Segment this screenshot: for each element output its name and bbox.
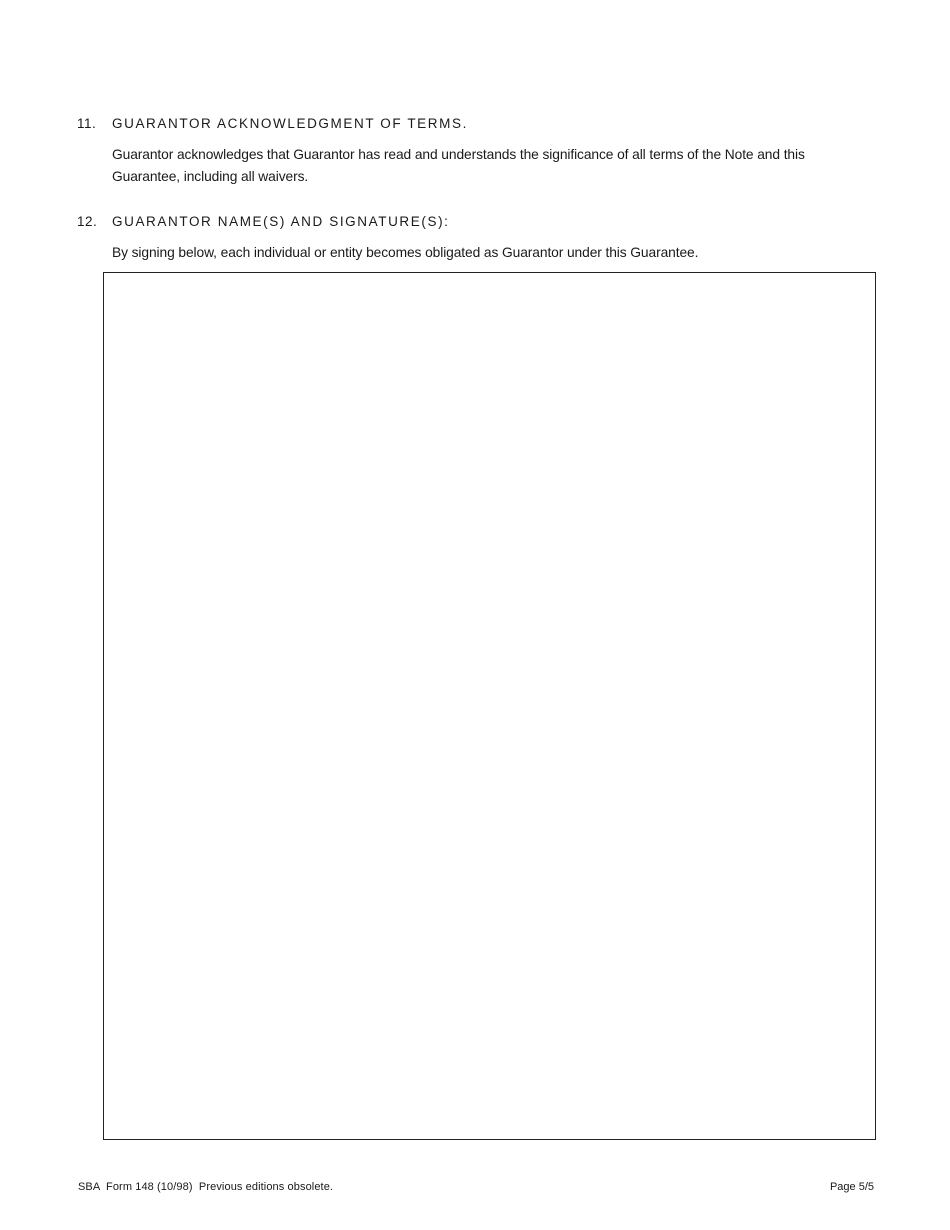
section-12-number: 12.: [77, 214, 98, 229]
section-11-number: 11.: [77, 116, 97, 131]
section-12-title: GUARANTOR NAME(S) AND SIGNATURE(S):: [112, 214, 450, 229]
section-12-heading: [77, 214, 450, 229]
footer-page-number: Page 5/5: [829, 1181, 874, 1193]
guarantor-signature-box[interactable]: [103, 272, 876, 1140]
section-11-title: GUARANTOR ACKNOWLEDGMENT OF TERMS.: [112, 116, 468, 131]
section-11-body: Guarantor acknowledges that Guarantor has read and understands the significance of all terms of the Note and this Guarantee, including all waivers.: [112, 147, 805, 184]
footer-form-id: SBA Form 148 (10/98) Previous editions obsolete.: [78, 1181, 334, 1193]
section-12-body: By signing below, each individual or entity becomes obligated as Guarantor under this Guarantee.: [112, 245, 699, 260]
section-11-heading: [77, 116, 468, 131]
